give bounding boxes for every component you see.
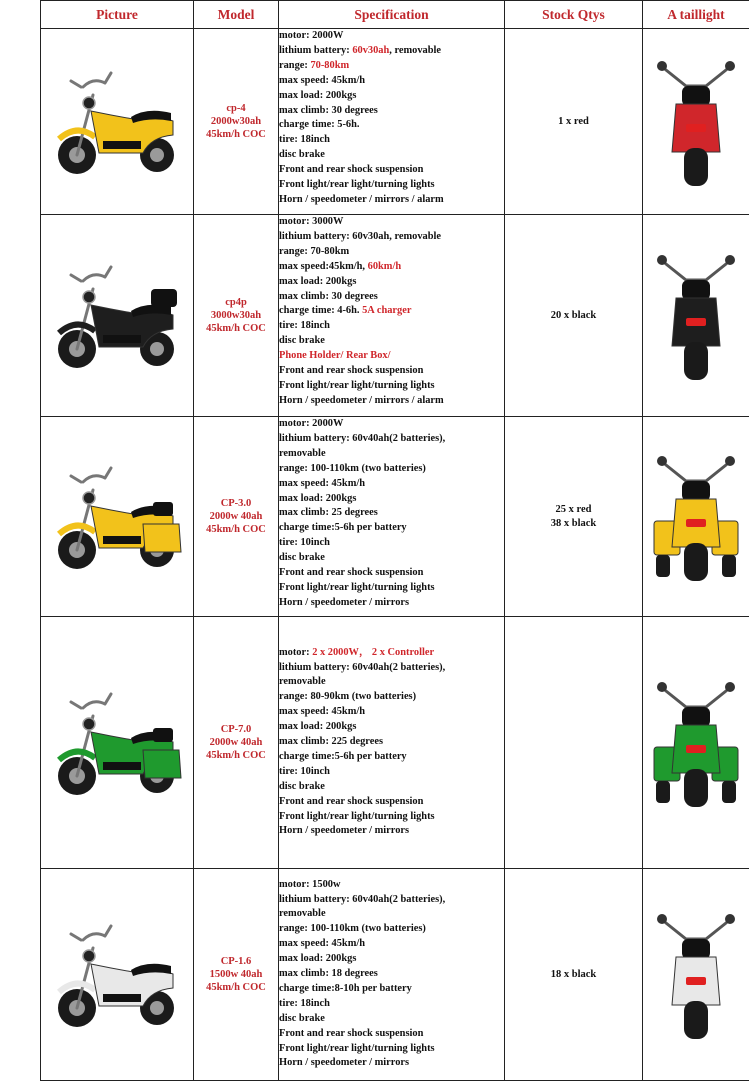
spec-text: charge time:5-6h per battery (279, 522, 407, 533)
spec-text: motor: 2000W (279, 418, 343, 429)
spec-text: range: 100-110km (two batteries) (279, 463, 426, 474)
specification-cell (279, 617, 505, 869)
header-specification: Specification (279, 1, 505, 29)
spec-text: tire: 18inch (279, 320, 330, 331)
model-line: 45km/h COC (194, 523, 278, 536)
stock-cell (505, 215, 643, 417)
spec-line (279, 1056, 504, 1071)
spec-text: max speed:45km/h, (279, 261, 368, 272)
spec-line (279, 661, 504, 676)
spec-text: max load: 200kgs (279, 953, 356, 964)
spec-text: max speed: 45km/h (279, 478, 365, 489)
spec-text: Front and rear shock suspension (279, 365, 423, 376)
spec-text: Horn / speedometer / mirrors (279, 1057, 409, 1068)
spec-text: tire: 10inch (279, 537, 330, 548)
spec-line (279, 765, 504, 780)
spec-text: charge time: 4-6h. (279, 305, 362, 316)
spec-text: charge time: 5-6h. (279, 119, 360, 130)
scooter-side-photo (47, 910, 187, 1040)
table-row (41, 869, 749, 1081)
taillight-cell (643, 869, 749, 1081)
spec-line (279, 74, 504, 89)
spec-line (279, 89, 504, 104)
spec-line (279, 705, 504, 720)
scooter-spec-table (40, 0, 749, 1081)
picture-cell (41, 617, 194, 869)
model-line: 45km/h COC (194, 981, 278, 994)
spec-text: disc brake (279, 781, 325, 792)
spec-text: max climb: 225 degrees (279, 736, 383, 747)
model-line: 45km/h COC (194, 749, 278, 762)
header-stock-qtys: Stock Qtys (505, 1, 643, 29)
spec-text: motor: (279, 647, 312, 658)
spec-line (279, 810, 504, 825)
spec-text: range: 70-80km (279, 246, 349, 257)
spec-line (279, 432, 504, 447)
scooter-side-photo (47, 452, 187, 582)
model-line: CP-1.6 (194, 955, 278, 968)
table-row (41, 417, 749, 617)
model-line: 1500w 40ah (194, 968, 278, 981)
spec-line (279, 104, 504, 119)
spec-text: Horn / speedometer / mirrors (279, 597, 409, 608)
picture-cell (41, 29, 194, 215)
spec-line (279, 1012, 504, 1027)
scooter-side-photo (47, 678, 187, 808)
specification-cell (279, 869, 505, 1081)
spec-text: max load: 200kgs (279, 721, 356, 732)
spec-line (279, 304, 504, 319)
stock-cell (505, 617, 643, 869)
spec-line (279, 59, 504, 74)
spec-line (279, 922, 504, 937)
spec-line (279, 780, 504, 795)
spec-text: lithium battery: 60v40ah(2 batteries), (279, 894, 445, 905)
header-picture: Picture (41, 1, 194, 29)
spec-text: range: 80-90km (two batteries) (279, 691, 416, 702)
spec-line (279, 551, 504, 566)
spec-text: max load: 200kgs (279, 90, 356, 101)
spec-text: lithium battery: 60v30ah, removable (279, 231, 441, 242)
spec-text: lithium battery: 60v40ah(2 batteries), (279, 433, 445, 444)
spec-line (279, 878, 504, 893)
model-line: CP-3.0 (194, 497, 278, 510)
spec-text: Front and rear shock suspension (279, 1028, 423, 1039)
spec-line (279, 566, 504, 581)
spec-highlight: 60km/h (368, 261, 402, 272)
spec-line (279, 596, 504, 611)
spec-text: range: 100-110km (two batteries) (279, 923, 426, 934)
spec-line (279, 824, 504, 839)
spec-text: Front and rear shock suspension (279, 164, 423, 175)
scooter-side-photo (47, 251, 187, 381)
spec-line (279, 349, 504, 364)
spec-text: Front and rear shock suspension (279, 567, 423, 578)
spec-text: removable (279, 448, 326, 459)
spec-line (279, 364, 504, 379)
spec-text: Front light/rear light/turning lights (279, 811, 435, 822)
spec-text: motor: 3000W (279, 216, 343, 227)
spec-text: tire: 18inch (279, 134, 330, 145)
spec-text: range: (279, 60, 310, 71)
spec-text: Front light/rear light/turning lights (279, 1043, 435, 1054)
spec-line (279, 893, 504, 908)
stock-qty: 20 x black (505, 309, 642, 323)
header-model: Model (194, 1, 279, 29)
spec-text: max load: 200kgs (279, 276, 356, 287)
spec-text: max climb: 30 degrees (279, 291, 378, 302)
stock-qty: 25 x red (505, 503, 642, 517)
spec-line (279, 967, 504, 982)
spec-line (279, 997, 504, 1012)
spec-line (279, 690, 504, 705)
spec-line (279, 675, 504, 690)
spec-line (279, 521, 504, 536)
spec-text: Horn / speedometer / mirrors / alarm (279, 194, 444, 205)
header-row (41, 1, 749, 29)
spec-line (279, 795, 504, 810)
spec-line (279, 720, 504, 735)
spec-text: lithium battery: 60v40ah(2 batteries), (279, 662, 445, 673)
spec-text: Front light/rear light/turning lights (279, 582, 435, 593)
scooter-rear-photo (646, 447, 746, 587)
spec-line (279, 462, 504, 477)
scooter-rear-photo (646, 52, 746, 192)
spec-line (279, 750, 504, 765)
spec-text: Front light/rear light/turning lights (279, 380, 435, 391)
spec-line (279, 646, 504, 661)
spec-highlight: 60v30ah (352, 45, 389, 56)
spec-line (279, 163, 504, 178)
spec-line (279, 417, 504, 432)
model-cell (194, 869, 279, 1081)
spec-line (279, 581, 504, 596)
spec-text: max climb: 25 degrees (279, 507, 378, 518)
spec-highlight: 5A charger (362, 305, 411, 316)
spec-text: max climb: 18 degrees (279, 968, 378, 979)
taillight-cell (643, 417, 749, 617)
spec-line (279, 379, 504, 394)
spec-text: disc brake (279, 335, 325, 346)
scooter-rear-photo (646, 673, 746, 813)
spec-line (279, 44, 504, 59)
spec-line (279, 536, 504, 551)
spec-line (279, 394, 504, 409)
spec-line (279, 506, 504, 521)
specification-cell (279, 417, 505, 617)
picture-cell (41, 215, 194, 417)
model-line: cp4p (194, 296, 278, 309)
spec-line (279, 290, 504, 305)
spec-line (279, 982, 504, 997)
table-row (41, 617, 749, 869)
model-line: 2000w 40ah (194, 736, 278, 749)
stock-qty: 38 x black (505, 517, 642, 531)
spec-line (279, 215, 504, 230)
spec-line (279, 193, 504, 208)
spec-line (279, 245, 504, 260)
spec-highlight: Phone Holder/ Rear Box/ (279, 350, 391, 361)
spec-text: disc brake (279, 149, 325, 160)
spec-text: max climb: 30 degrees (279, 105, 378, 116)
spec-line (279, 735, 504, 750)
spec-text: , removable (389, 45, 441, 56)
spec-text: tire: 18inch (279, 998, 330, 1009)
scooter-side-photo (47, 57, 187, 187)
spec-line (279, 148, 504, 163)
stock-cell (505, 869, 643, 1081)
taillight-cell (643, 29, 749, 215)
spec-line (279, 1027, 504, 1042)
table-row (41, 215, 749, 417)
spec-line (279, 29, 504, 44)
picture-cell (41, 417, 194, 617)
spec-text: max load: 200kgs (279, 493, 356, 504)
stock-cell (505, 29, 643, 215)
spec-text: tire: 10inch (279, 766, 330, 777)
spec-line (279, 133, 504, 148)
picture-cell (41, 869, 194, 1081)
specification-cell (279, 215, 505, 417)
spec-line (279, 275, 504, 290)
spec-highlight: 70-80km (310, 60, 349, 71)
spec-line (279, 118, 504, 133)
spec-text: motor: 1500w (279, 879, 340, 890)
model-cell (194, 617, 279, 869)
taillight-cell (643, 617, 749, 869)
scooter-rear-photo (646, 246, 746, 386)
spec-text: Horn / speedometer / mirrors (279, 825, 409, 836)
stock-qty: 18 x black (505, 968, 642, 982)
spec-line (279, 447, 504, 462)
taillight-cell (643, 215, 749, 417)
spec-line (279, 260, 504, 275)
model-cell (194, 215, 279, 417)
header-taillight: A taillight (643, 1, 749, 29)
scooter-rear-photo (646, 905, 746, 1045)
spec-text: removable (279, 908, 326, 919)
model-line: CP-7.0 (194, 723, 278, 736)
spec-line (279, 1042, 504, 1057)
spec-text: Front and rear shock suspension (279, 796, 423, 807)
spec-text: charge time:5-6h per battery (279, 751, 407, 762)
spec-line (279, 492, 504, 507)
spec-line (279, 334, 504, 349)
model-line: 2000w 40ah (194, 510, 278, 523)
spec-line (279, 937, 504, 952)
model-line: 3000w30ah (194, 309, 278, 322)
spec-text: disc brake (279, 552, 325, 563)
spec-line (279, 230, 504, 245)
spec-line (279, 319, 504, 334)
spec-highlight: 2 x 2000W， 2 x Controller (312, 647, 434, 658)
spec-text: Horn / speedometer / mirrors / alarm (279, 395, 444, 406)
spec-text: max speed: 45km/h (279, 75, 365, 86)
table-row (41, 29, 749, 215)
spec-text: max speed: 45km/h (279, 938, 365, 949)
spec-text: motor: 2000W (279, 30, 343, 41)
spec-text: lithium battery: (279, 45, 352, 56)
model-cell (194, 29, 279, 215)
spec-text: Front light/rear light/turning lights (279, 179, 435, 190)
spec-line (279, 477, 504, 492)
specification-cell (279, 29, 505, 215)
model-line: 45km/h COC (194, 322, 278, 335)
spec-text: disc brake (279, 1013, 325, 1024)
spec-line (279, 952, 504, 967)
stock-cell (505, 417, 643, 617)
model-line: 45km/h COC (194, 128, 278, 141)
spec-text: charge time:8-10h per battery (279, 983, 412, 994)
spec-text: removable (279, 676, 326, 687)
spec-text: max speed: 45km/h (279, 706, 365, 717)
spec-line (279, 178, 504, 193)
spec-line (279, 907, 504, 922)
model-line: cp-4 (194, 102, 278, 115)
model-cell (194, 417, 279, 617)
model-line: 2000w30ah (194, 115, 278, 128)
stock-qty: 1 x red (505, 115, 642, 129)
